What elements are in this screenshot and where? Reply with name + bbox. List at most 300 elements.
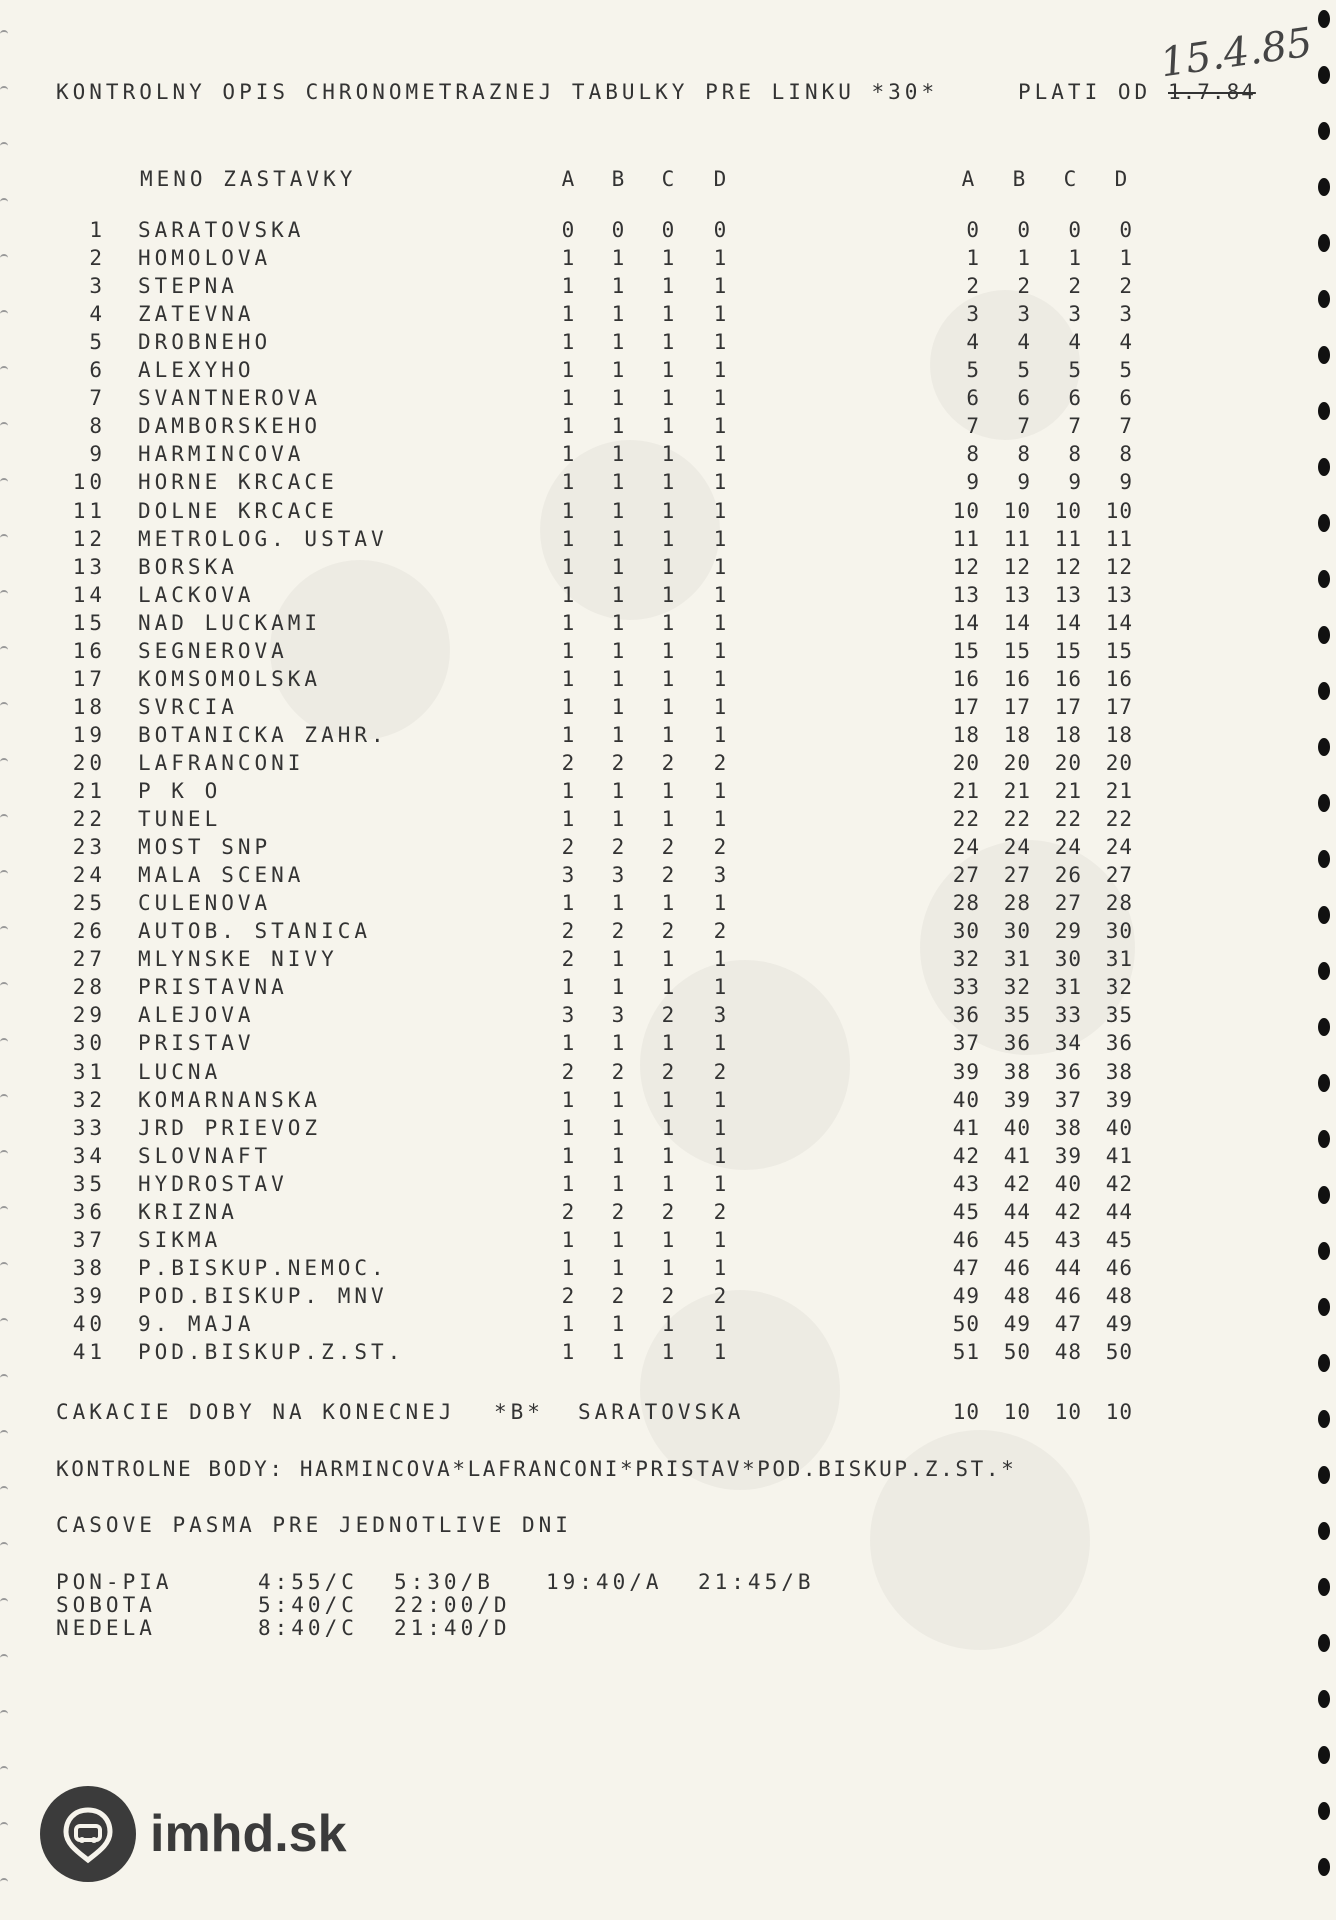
imhd-logo-text: imhd.sk: [150, 1805, 347, 1863]
stop-name: SLOVNAFT: [138, 1143, 272, 1168]
travel-time-cell: 1: [611, 386, 629, 411]
stop-name: DROBNEHO: [138, 330, 272, 355]
cumulative-time-cell: 18: [952, 722, 980, 747]
valid-from-date: 1.7.84: [1168, 80, 1256, 104]
waiting-marker: *B*: [494, 1400, 544, 1424]
cumulative-time-cell: 35: [1003, 1003, 1031, 1028]
stop-number: 35: [72, 1171, 106, 1196]
table-row: [0, 919, 1336, 947]
cumulative-time-cell: 44: [1054, 1255, 1082, 1280]
control-points: KONTROLNE BODY: HARMINCOVA*LAFRANCONI*PRISTAV*POD.BISKUP.Z.ST.*: [56, 1457, 1017, 1481]
table-row: [0, 779, 1336, 807]
stop-name: AUTOB. STANICA: [138, 919, 372, 944]
travel-time-cell: 1: [661, 1115, 679, 1140]
stop-name: POD.BISKUP. MNV: [138, 1283, 388, 1308]
table-row: [0, 1228, 1336, 1256]
stop-number: 4: [89, 302, 106, 327]
travel-time-cell: 1: [713, 358, 731, 383]
cumulative-time-cell: 16: [1003, 666, 1031, 691]
cumulative-time-cell: 42: [1105, 1171, 1133, 1196]
time-band: 19:40/A: [546, 1570, 663, 1594]
table-row: [0, 583, 1336, 611]
travel-time-cell: 1: [661, 975, 679, 1000]
travel-time-cell: 1: [713, 891, 731, 916]
time-bands-title: CASOVE PASMA PRE JEDNOTLIVE DNI: [56, 1513, 572, 1537]
cumulative-time-cell: 22: [1105, 807, 1133, 832]
cumulative-time-cell: 29: [1054, 919, 1082, 944]
cumulative-time-cell: 39: [1054, 1143, 1082, 1168]
cumulative-time-cell: 43: [952, 1171, 980, 1196]
cumulative-time-cell: 14: [1003, 610, 1031, 635]
stop-name: MOST SNP: [138, 835, 272, 860]
table-row: [0, 527, 1336, 555]
perforation-tick: [0, 86, 8, 94]
travel-time-cell: 1: [713, 274, 731, 299]
stop-name: P.BISKUP.NEMOC.: [138, 1255, 388, 1280]
stop-name: POD.BISKUP.Z.ST.: [138, 1340, 405, 1364]
cumulative-time-cell: 6: [1119, 386, 1133, 411]
table-row: [0, 723, 1336, 751]
cumulative-time-cell: 36: [1003, 1031, 1031, 1056]
cumulative-time-cell: 22: [1054, 807, 1082, 832]
cumulative-time-cell: 39: [1003, 1087, 1031, 1112]
table-row: [0, 1340, 1336, 1368]
travel-time-cell: 1: [561, 526, 579, 551]
stop-name: STEPNA: [138, 274, 238, 299]
cumulative-time-cell: 42: [1054, 1199, 1082, 1224]
stop-name: JRD PRIEVOZ: [138, 1115, 322, 1140]
feed-hole: [1318, 1690, 1330, 1708]
feed-hole: [1318, 1522, 1330, 1540]
cumulative-time-cell: 51: [952, 1340, 980, 1364]
travel-time-cell: 2: [713, 1059, 731, 1084]
cumulative-time-cell: 33: [1054, 1003, 1082, 1028]
travel-time-cell: 1: [661, 1171, 679, 1196]
travel-time-cell: 1: [611, 1031, 629, 1056]
cumulative-time-cell: 37: [1054, 1087, 1082, 1112]
travel-time-cell: 1: [561, 302, 579, 327]
cumulative-time-cell: 44: [1003, 1199, 1031, 1224]
travel-time-cell: 1: [713, 442, 731, 467]
cumulative-time-cell: 33: [952, 975, 980, 1000]
cumulative-time-cell: 12: [1003, 554, 1031, 579]
column-letter: D: [713, 167, 731, 191]
cumulative-time-cell: 7: [1017, 414, 1031, 439]
stop-name: HYDROSTAV: [138, 1171, 288, 1196]
cumulative-time-cell: 15: [1105, 638, 1133, 663]
travel-time-cell: 1: [661, 1143, 679, 1168]
stop-name: TUNEL: [138, 807, 222, 832]
table-row: [0, 1116, 1336, 1144]
cumulative-time-cell: 4: [1017, 330, 1031, 355]
cumulative-time-cell: 45: [952, 1199, 980, 1224]
waiting-value: 10: [1003, 1400, 1031, 1424]
travel-time-cell: 1: [661, 722, 679, 747]
day-label: PON-PIA: [56, 1570, 173, 1594]
cumulative-time-cell: 8: [966, 442, 980, 467]
cumulative-time-cell: 31: [1054, 975, 1082, 1000]
cumulative-time-cell: 12: [1105, 554, 1133, 579]
cumulative-time-cell: 18: [1054, 722, 1082, 747]
cumulative-time-cell: 45: [1105, 1227, 1133, 1252]
cumulative-time-cell: 9: [966, 470, 980, 495]
table-row: [0, 555, 1336, 583]
cumulative-time-cell: 18: [1105, 722, 1133, 747]
travel-time-cell: 1: [661, 1087, 679, 1112]
travel-time-cell: 2: [611, 750, 629, 775]
travel-time-cell: 1: [713, 1255, 731, 1280]
stop-number: 18: [72, 694, 106, 719]
stop-number: 14: [72, 582, 106, 607]
time-band: 21:40/D: [394, 1616, 511, 1640]
perforation-tick: [0, 30, 8, 38]
table-row: [0, 470, 1336, 498]
handwritten-date: 15.4.85: [1157, 19, 1316, 87]
column-letter: A: [961, 167, 979, 191]
travel-time-cell: 1: [713, 1115, 731, 1140]
travel-time-cell: 1: [661, 779, 679, 803]
stop-number: 23: [72, 835, 106, 860]
table-row: [0, 1284, 1336, 1312]
cumulative-time-cell: 12: [952, 554, 980, 579]
travel-time-cell: 2: [713, 919, 731, 944]
travel-time-cell: 1: [713, 779, 731, 803]
feed-hole: [1318, 1746, 1330, 1764]
travel-time-cell: 1: [611, 638, 629, 663]
cumulative-time-cell: 20: [1054, 750, 1082, 775]
cumulative-time-cell: 9: [1068, 470, 1082, 495]
stop-number: 37: [72, 1227, 106, 1252]
cumulative-time-cell: 16: [952, 666, 980, 691]
table-row: [0, 807, 1336, 835]
stop-name: SIKMA: [138, 1227, 222, 1252]
cumulative-time-cell: 13: [1054, 582, 1082, 607]
cumulative-time-cell: 41: [1105, 1143, 1133, 1168]
travel-time-cell: 1: [713, 414, 731, 439]
cumulative-time-cell: 18: [1003, 722, 1031, 747]
stop-number: 11: [72, 498, 106, 523]
stop-number: 39: [72, 1283, 106, 1308]
travel-time-cell: 1: [561, 891, 579, 916]
travel-time-cell: 3: [561, 1003, 579, 1028]
perforation-tick: [0, 1374, 8, 1382]
travel-time-cell: 1: [661, 1340, 679, 1364]
travel-time-cell: 1: [713, 1311, 731, 1336]
travel-time-cell: 1: [611, 1311, 629, 1336]
valid-from-label: PLATI OD: [1018, 80, 1152, 104]
cumulative-time-cell: 40: [1054, 1171, 1082, 1196]
cumulative-time-cell: 8: [1068, 442, 1082, 467]
stop-name: ALEXYHO: [138, 358, 255, 383]
travel-time-cell: 2: [561, 947, 579, 972]
perforation-tick: [0, 1654, 8, 1662]
stop-number: 1: [89, 218, 106, 242]
stop-number: 32: [72, 1087, 106, 1112]
stop-name: LAFRANCONI: [138, 750, 305, 775]
travel-time-cell: 1: [561, 975, 579, 1000]
stop-number: 30: [72, 1031, 106, 1056]
travel-time-cell: 1: [661, 1255, 679, 1280]
cumulative-time-cell: 21: [1054, 779, 1082, 803]
travel-time-cell: 1: [561, 330, 579, 355]
cumulative-time-cell: 7: [1068, 414, 1082, 439]
table-row: [0, 1200, 1336, 1228]
travel-time-cell: 1: [611, 975, 629, 1000]
travel-time-cell: 3: [611, 863, 629, 888]
cumulative-time-cell: 28: [1003, 891, 1031, 916]
perforation-tick: [0, 1430, 8, 1438]
stop-name: NAD LUCKAMI: [138, 610, 322, 635]
cumulative-time-cell: 4: [966, 330, 980, 355]
cumulative-time-cell: 36: [1054, 1059, 1082, 1084]
table-row: [0, 695, 1336, 723]
stop-number: 9: [89, 442, 106, 467]
cumulative-time-cell: 20: [1105, 750, 1133, 775]
cumulative-time-cell: 27: [1003, 863, 1031, 888]
stop-name: HOMOLOVA: [138, 246, 272, 271]
travel-time-cell: 1: [661, 891, 679, 916]
stop-number: 12: [72, 526, 106, 551]
travel-time-cell: 1: [561, 554, 579, 579]
table-row: [0, 611, 1336, 639]
perforation-tick: [0, 1542, 8, 1550]
perforation-tick: [0, 142, 8, 150]
table-row: [0, 330, 1336, 358]
stop-number: 33: [72, 1115, 106, 1140]
travel-time-cell: 1: [713, 722, 731, 747]
waiting-stop: SARATOVSKA: [578, 1400, 745, 1424]
travel-time-cell: 2: [561, 919, 579, 944]
table-row: [0, 386, 1336, 414]
cumulative-time-cell: 0: [1068, 218, 1082, 242]
travel-time-cell: 1: [561, 1031, 579, 1056]
cumulative-time-cell: 30: [1003, 919, 1031, 944]
cumulative-time-cell: 5: [1068, 358, 1082, 383]
table-row: [0, 414, 1336, 442]
travel-time-cell: 1: [611, 1143, 629, 1168]
cumulative-time-cell: 11: [1054, 526, 1082, 551]
column-letter: D: [1114, 167, 1132, 191]
cumulative-time-cell: 17: [1054, 694, 1082, 719]
travel-time-cell: 1: [713, 246, 731, 271]
stop-number: 34: [72, 1143, 106, 1168]
table-row: [0, 891, 1336, 919]
stop-number: 36: [72, 1199, 106, 1224]
cumulative-time-cell: 22: [1003, 807, 1031, 832]
travel-time-cell: 1: [713, 610, 731, 635]
cumulative-time-cell: 13: [1003, 582, 1031, 607]
cumulative-time-cell: 0: [1119, 218, 1133, 242]
cumulative-time-cell: 41: [1003, 1143, 1031, 1168]
table-row: [0, 751, 1336, 779]
cumulative-time-cell: 3: [966, 302, 980, 327]
cumulative-time-cell: 7: [966, 414, 980, 439]
cumulative-time-cell: 14: [1054, 610, 1082, 635]
stop-name: LUCNA: [138, 1059, 222, 1084]
perforation-tick: [0, 1822, 8, 1830]
stop-number: 26: [72, 919, 106, 944]
travel-time-cell: 1: [661, 694, 679, 719]
table-row: [0, 863, 1336, 891]
cumulative-time-cell: 1: [1119, 246, 1133, 271]
travel-time-cell: 1: [611, 666, 629, 691]
travel-time-cell: 1: [661, 470, 679, 495]
perforation-tick: [0, 1766, 8, 1774]
stop-number: 3: [89, 274, 106, 299]
column-letter: A: [561, 167, 579, 191]
travel-time-cell: 1: [713, 1031, 731, 1056]
day-label: NEDELA: [56, 1616, 156, 1640]
travel-time-cell: 2: [611, 835, 629, 860]
cumulative-time-cell: 2: [966, 274, 980, 299]
cumulative-time-cell: 40: [1003, 1115, 1031, 1140]
stop-number: 24: [72, 863, 106, 888]
feed-hole: [1318, 1578, 1330, 1596]
travel-time-cell: 1: [611, 1171, 629, 1196]
travel-time-cell: 1: [713, 975, 731, 1000]
cumulative-time-cell: 16: [1054, 666, 1082, 691]
cumulative-time-cell: 46: [1054, 1283, 1082, 1308]
travel-time-cell: 1: [561, 414, 579, 439]
feed-hole: [1318, 66, 1330, 84]
travel-time-cell: 2: [611, 1199, 629, 1224]
cumulative-time-cell: 1: [966, 246, 980, 271]
travel-time-cell: 1: [561, 498, 579, 523]
travel-time-cell: 2: [661, 1059, 679, 1084]
feed-hole: [1318, 178, 1330, 196]
stop-number: 19: [72, 722, 106, 747]
travel-time-cell: 1: [661, 330, 679, 355]
cumulative-time-cell: 24: [1105, 835, 1133, 860]
stop-number: 8: [89, 414, 106, 439]
cumulative-time-cell: 50: [952, 1311, 980, 1336]
stop-name: SARATOVSKA: [138, 218, 305, 242]
waiting-value: 10: [1105, 1400, 1133, 1424]
cumulative-time-cell: 39: [952, 1059, 980, 1084]
travel-time-cell: 1: [561, 1115, 579, 1140]
cumulative-time-cell: 39: [1105, 1087, 1133, 1112]
travel-time-cell: 1: [661, 807, 679, 832]
travel-time-cell: 1: [561, 1255, 579, 1280]
travel-time-cell: 1: [561, 779, 579, 803]
cumulative-time-cell: 49: [952, 1283, 980, 1308]
cumulative-time-cell: 38: [1003, 1059, 1031, 1084]
travel-time-cell: 1: [661, 246, 679, 271]
stop-name: HORNE KRCACE: [138, 470, 338, 495]
travel-time-cell: 1: [561, 807, 579, 832]
travel-time-cell: 1: [611, 554, 629, 579]
time-band: 8:40/C: [258, 1616, 358, 1640]
travel-time-cell: 2: [661, 863, 679, 888]
travel-time-cell: 1: [661, 1031, 679, 1056]
travel-time-cell: 1: [611, 582, 629, 607]
cumulative-time-cell: 15: [1054, 638, 1082, 663]
travel-time-cell: 1: [611, 807, 629, 832]
cumulative-time-cell: 46: [1003, 1255, 1031, 1280]
travel-time-cell: 1: [661, 274, 679, 299]
travel-time-cell: 2: [561, 750, 579, 775]
travel-time-cell: 1: [713, 302, 731, 327]
column-letter: C: [1063, 167, 1081, 191]
travel-time-cell: 1: [611, 498, 629, 523]
travel-time-cell: 3: [561, 863, 579, 888]
travel-time-cell: 1: [661, 666, 679, 691]
cumulative-time-cell: 8: [1017, 442, 1031, 467]
cumulative-time-cell: 1: [1068, 246, 1082, 271]
cumulative-time-cell: 47: [952, 1255, 980, 1280]
stop-name: BOTANICKA ZAHR.: [138, 722, 388, 747]
travel-time-cell: 1: [611, 246, 629, 271]
cumulative-time-cell: 15: [952, 638, 980, 663]
cumulative-time-cell: 11: [1003, 526, 1031, 551]
cumulative-time-cell: 15: [1003, 638, 1031, 663]
cumulative-time-cell: 48: [1105, 1283, 1133, 1308]
stop-name: ZATEVNA: [138, 302, 255, 327]
cumulative-time-cell: 1: [1017, 246, 1031, 271]
travel-time-cell: 1: [713, 1227, 731, 1252]
stop-number: 41: [72, 1340, 106, 1364]
stop-name: KOMSOMOLSKA: [138, 666, 322, 691]
column-letter: B: [611, 167, 629, 191]
stop-number: 7: [89, 386, 106, 411]
travel-time-cell: 1: [561, 470, 579, 495]
cumulative-time-cell: 31: [1003, 947, 1031, 972]
travel-time-cell: 1: [561, 358, 579, 383]
cumulative-time-cell: 36: [952, 1003, 980, 1028]
travel-time-cell: 1: [713, 498, 731, 523]
table-row: [0, 218, 1336, 246]
cumulative-time-cell: 8: [1119, 442, 1133, 467]
cumulative-time-cell: 49: [1105, 1311, 1133, 1336]
travel-time-cell: 1: [661, 414, 679, 439]
travel-time-cell: 1: [713, 638, 731, 663]
time-band: 21:45/B: [698, 1570, 815, 1594]
travel-time-cell: 1: [661, 498, 679, 523]
stop-number: 2: [89, 246, 106, 271]
travel-time-cell: 1: [713, 1143, 731, 1168]
cumulative-time-cell: 47: [1054, 1311, 1082, 1336]
stop-number: 27: [72, 947, 106, 972]
cumulative-time-cell: 17: [952, 694, 980, 719]
stop-name: MLYNSKE NIVY: [138, 947, 338, 972]
stop-name: DOLNE KRCACE: [138, 498, 338, 523]
stop-name: CULENOVA: [138, 891, 272, 916]
time-band: 5:30/B: [394, 1570, 494, 1594]
travel-time-cell: 1: [713, 582, 731, 607]
cumulative-time-cell: 27: [952, 863, 980, 888]
time-band: 4:55/C: [258, 1570, 358, 1594]
travel-time-cell: 1: [611, 470, 629, 495]
cumulative-time-cell: 28: [1105, 891, 1133, 916]
cumulative-time-cell: 6: [1068, 386, 1082, 411]
cumulative-time-cell: 35: [1105, 1003, 1133, 1028]
stop-number: 21: [72, 779, 106, 803]
table-row: [0, 442, 1336, 470]
cumulative-time-cell: 17: [1105, 694, 1133, 719]
table-row: [0, 835, 1336, 863]
travel-time-cell: 1: [561, 666, 579, 691]
travel-time-cell: 1: [661, 1227, 679, 1252]
travel-time-cell: 1: [561, 442, 579, 467]
table-row: [0, 1031, 1336, 1059]
cumulative-time-cell: 3: [1119, 302, 1133, 327]
travel-time-cell: 2: [611, 1059, 629, 1084]
stop-name: SEGNEROVA: [138, 638, 288, 663]
stop-number: 28: [72, 975, 106, 1000]
travel-time-cell: 1: [661, 582, 679, 607]
cumulative-time-cell: 32: [952, 947, 980, 972]
cumulative-time-cell: 32: [1105, 975, 1133, 1000]
